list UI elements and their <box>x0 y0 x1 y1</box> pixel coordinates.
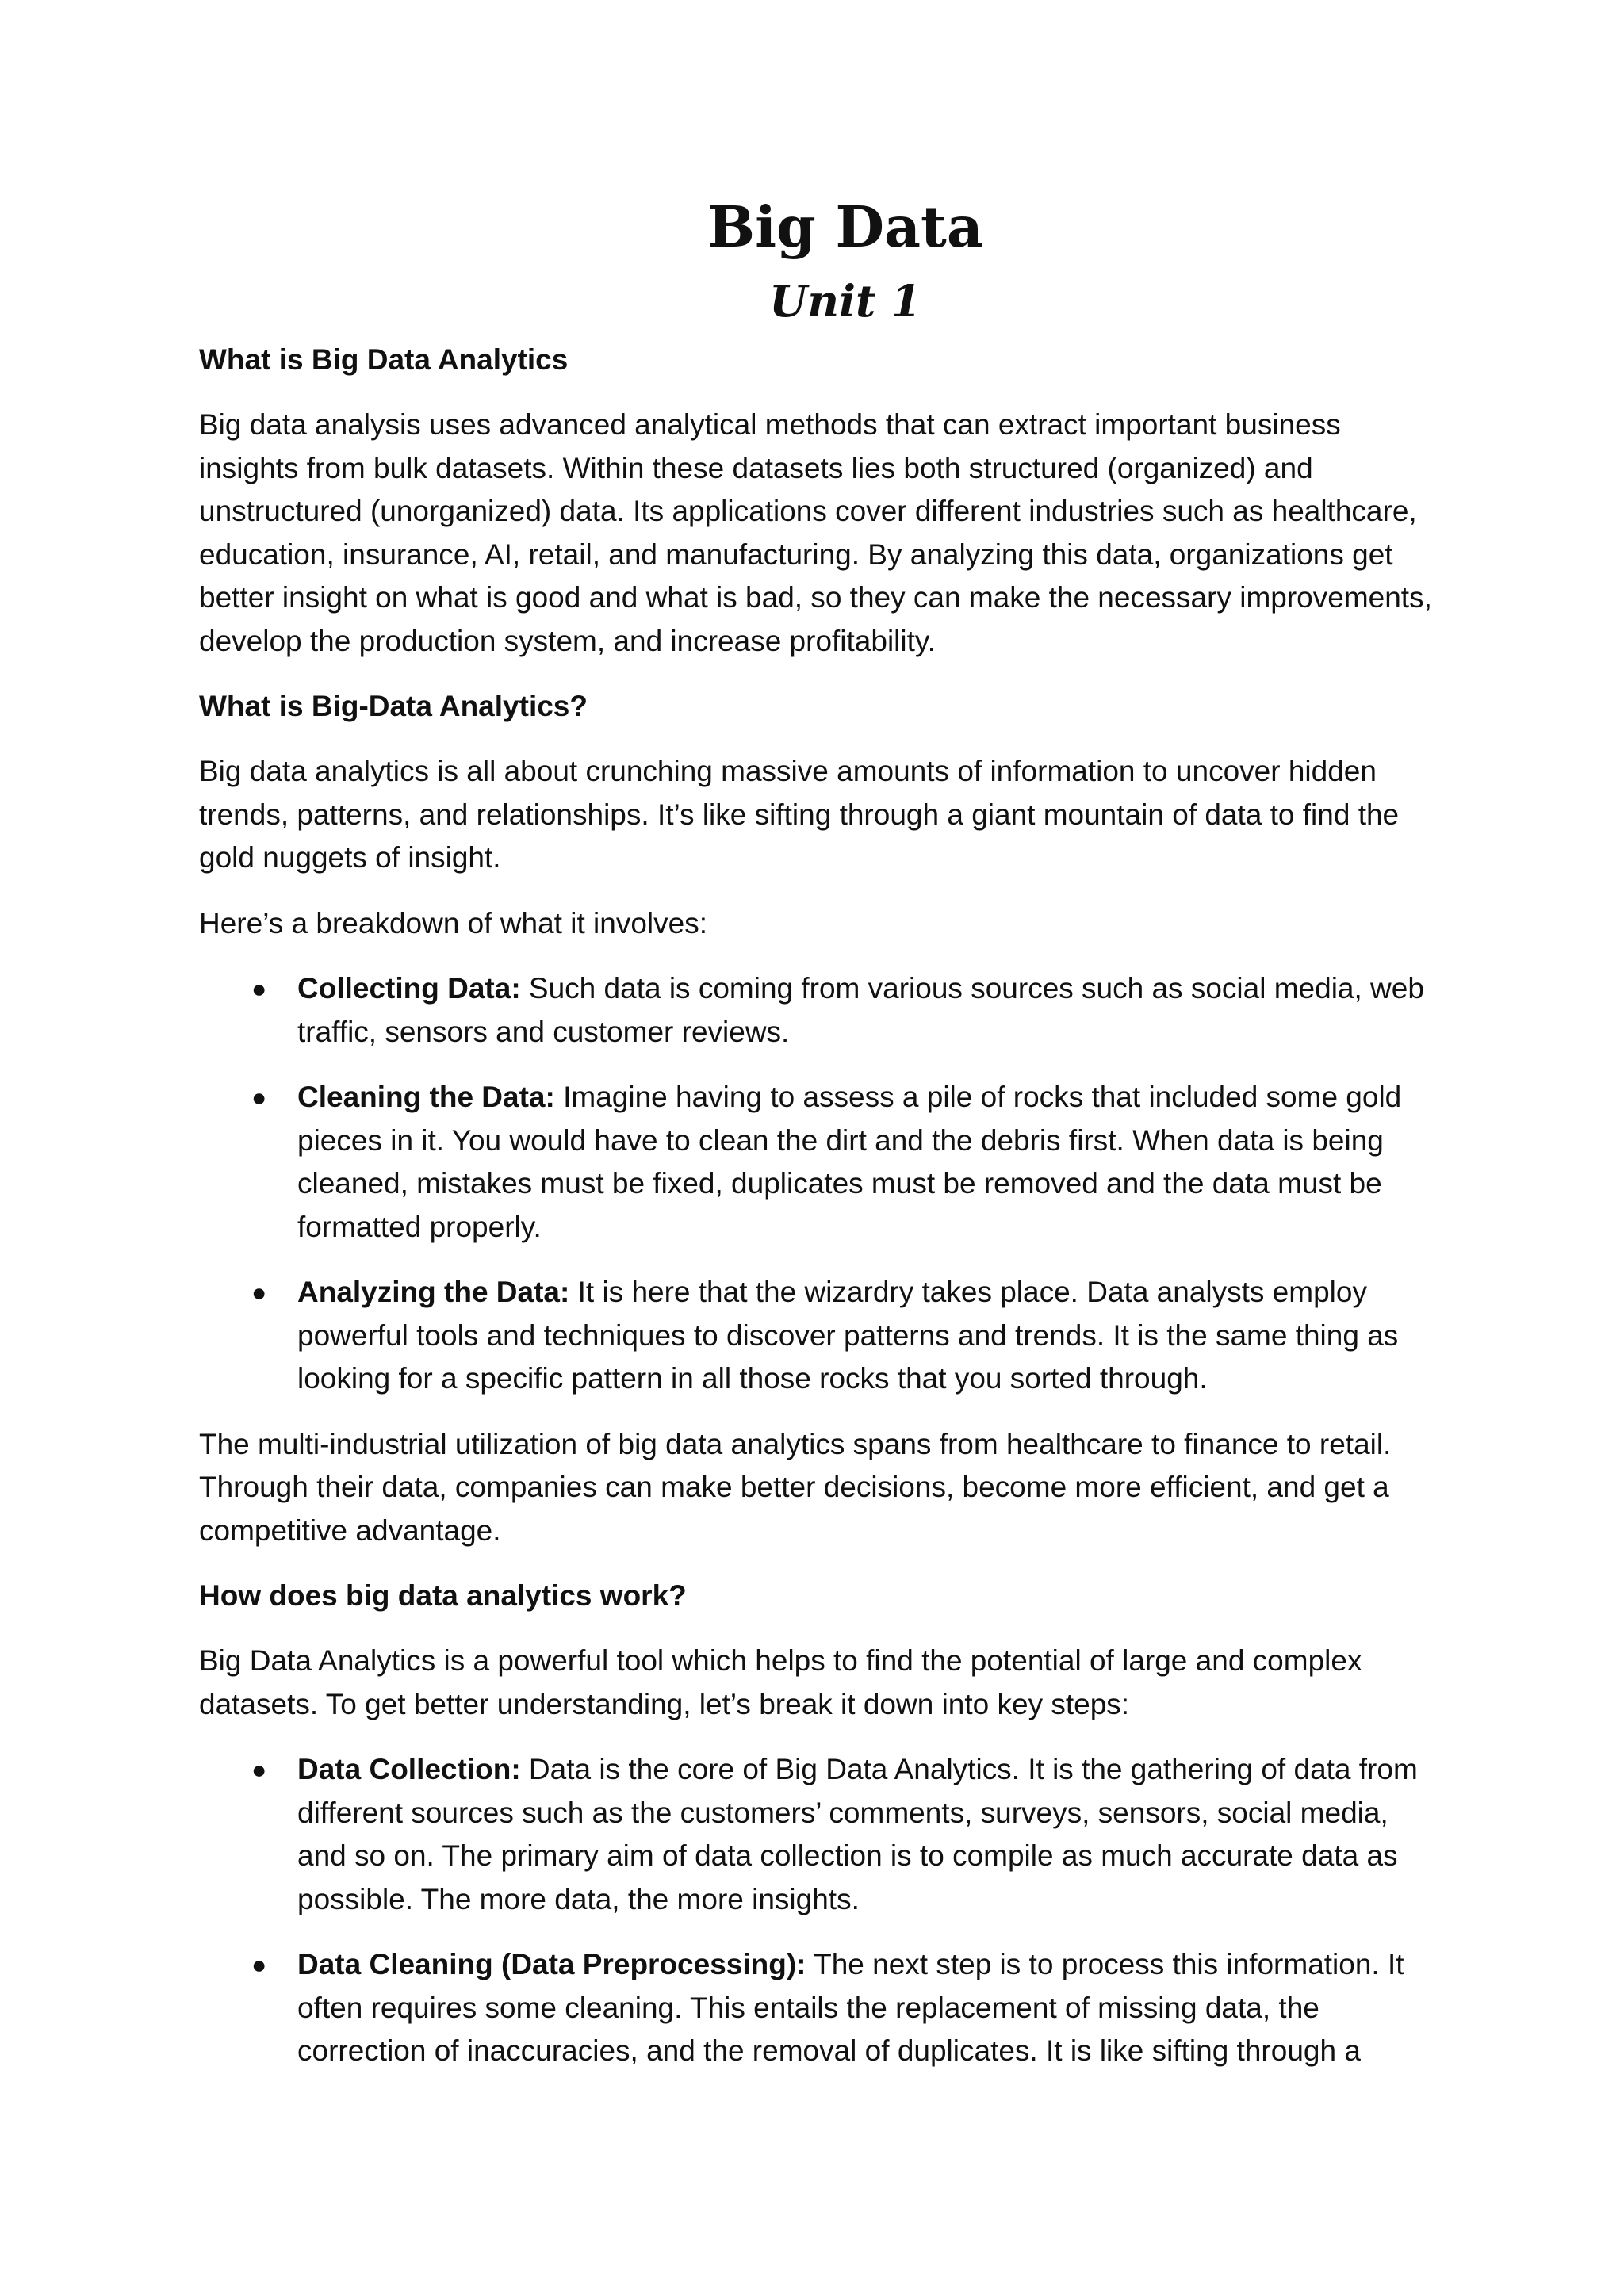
list-item <box>199 1271 1444 1401</box>
section-heading: What is Big-Data Analytics? <box>199 690 588 722</box>
list-item-text: Such data is coming from various sources such as social media, web traffic, sensors and customer reviews. <box>297 972 1424 1048</box>
document-page <box>199 184 1444 2073</box>
list-item-term: Data Cleaning (Data Preprocessing): <box>297 1948 806 1980</box>
bullet-icon: ● <box>251 1083 267 1112</box>
list-item-term: Cleaning the Data: <box>297 1081 555 1113</box>
paragraph: Here’s a breakdown of what it involves: <box>199 906 707 939</box>
list-item <box>199 967 1444 1054</box>
list-item-text: Imagine having to assess a pile of rocks that included some gold pieces in it. You would have to clean the dirt and the debris first. When data is being cleaned, mistakes must be fixed, duplicates must be removed and the data must be formatted properly. <box>297 1081 1402 1243</box>
bullet-list <box>199 967 1444 1401</box>
list-item-term: Data Collection: <box>297 1753 521 1785</box>
list-item-term: Analyzing the Data: <box>297 1276 570 1308</box>
document-title: Big Data <box>707 193 983 260</box>
list-item <box>199 1076 1444 1249</box>
list-item-term: Collecting Data: <box>297 972 521 1004</box>
bullet-list <box>199 1748 1444 2073</box>
bullet-icon: ● <box>251 974 267 1003</box>
paragraph: Big data analytics is all about crunching massive amounts of information to uncover hidden trends, patterns, and relationships. It’s like sifting through a giant mountain of data to find the gold nuggets of insight. <box>199 755 1400 874</box>
list-item <box>199 1943 1444 2073</box>
paragraph: The multi-industrial utilization of big data analytics spans from healthcare to finance to retail. Through their data, companies can make better decisions, become more efficient, and get a competitive advantage. <box>199 1427 1392 1547</box>
list-item-text: The next step is to process this information. It often requires some cleaning. This entails the replacement of missing data, the correction of inaccuracies, and the removal of duplicates. It is like sifting through a <box>297 1948 1404 2067</box>
bullet-icon: ● <box>251 1950 267 1979</box>
paragraph: Big data analysis uses advanced analytical methods that can extract important business insights from bulk datasets. Within these datasets lies both structured (organized) and unstructured (unorganized) data. Its applications cover different industries such as healthcare, education, insurance, AI, retail, and manufacturing. By analyzing this data, organizations get better insight on what is good and what is bad, so they can make the necessary improvements, develop the production system, and increase profitability. <box>199 408 1432 657</box>
section-heading: What is Big Data Analytics <box>199 343 569 376</box>
document-subtitle: Unit 1 <box>769 275 921 327</box>
paragraph: Big Data Analytics is a powerful tool which helps to find the potential of large and complex datasets. To get better understanding, let’s break it down into key steps: <box>199 1644 1362 1720</box>
list-item-text: Data is the core of Big Data Analytics. It is the gathering of data from different sources such as the customers’ comments, surveys, sensors, social media, and so on. The primary aim of data collection is to compile as much accurate data as possible. The more data, the more insights. <box>297 1753 1418 1915</box>
section-heading: How does big data analytics work? <box>199 1579 687 1612</box>
bullet-icon: ● <box>251 1755 267 1784</box>
list-item <box>199 1748 1444 1921</box>
bullet-icon: ● <box>251 1278 267 1307</box>
list-item-text: It is here that the wizardry takes place. Data analysts employ powerful tools and techniques to discover patterns and trends. It is the same thing as looking for a specific pattern in all those rocks that you sorted through. <box>297 1276 1399 1395</box>
